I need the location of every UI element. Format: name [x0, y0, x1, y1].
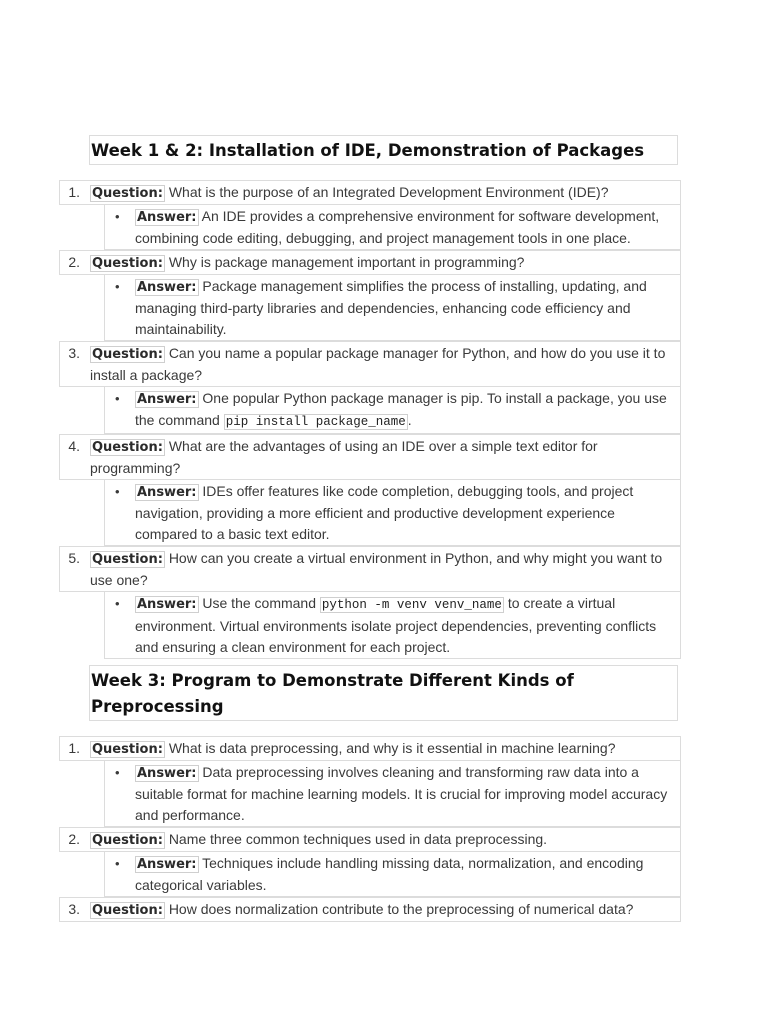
- question-text: What are the advantages of using an IDE over a simple text editor for programming?: [90, 438, 598, 476]
- answer-label: Answer:: [137, 597, 197, 612]
- item-number: 3.: [68, 345, 80, 361]
- question-label: Question:: [92, 256, 163, 271]
- question-label: Question:: [92, 552, 163, 567]
- question-item: [59, 736, 681, 761]
- qa-list-week3: [59, 736, 681, 922]
- question-item: [59, 897, 681, 922]
- answer-item: [104, 275, 681, 341]
- question-item: [59, 341, 681, 387]
- answer-label: Answer:: [137, 857, 197, 872]
- question-text: Can you name a popular package manager for Python, and how do you use it to install a package?: [90, 345, 666, 383]
- answer-item: [104, 592, 681, 659]
- bullet-icon: •: [115, 209, 120, 224]
- answer-text: Package management simplifies the process of installing, updating, and managing third-party libraries and dependencies, enhancing code efficiency and maintainability.: [135, 278, 647, 337]
- question-label: Question:: [92, 833, 163, 848]
- bullet-icon: •: [115, 765, 120, 780]
- answer-label: Answer:: [137, 392, 197, 407]
- question-item: [59, 250, 681, 275]
- question-item: [59, 434, 681, 480]
- answer-item: [104, 761, 681, 827]
- inline-code: pip install package_name: [225, 415, 406, 429]
- answer-text-end: to create a virtual environment. Virtual environments isolate project dependencies, preventing conflicts and ensuring a clean environment for each project.: [135, 595, 657, 655]
- answer-text: An IDE provides a comprehensive environment for software development, combining code editing, debugging, and project management tools in one place.: [135, 208, 660, 246]
- answer-label: Answer:: [137, 210, 197, 225]
- item-number: 2.: [68, 254, 80, 270]
- answer-label: Answer:: [137, 485, 197, 500]
- answer-text: One popular Python package manager is pip. To install a package, you use the command: [135, 390, 667, 428]
- answer-item: [104, 852, 681, 897]
- item-number: 1.: [68, 740, 80, 756]
- answer-text: IDEs offer features like code completion, debugging tools, and project navigation, providing a more efficient and productive development experience compared to a basic text editor.: [135, 483, 634, 542]
- bullet-icon: •: [115, 484, 120, 499]
- item-number: 3.: [68, 901, 80, 917]
- section-heading-week1-2: Week 1 & 2: Installation of IDE, Demonstration of Packages: [89, 135, 678, 165]
- answer-item: [104, 205, 681, 250]
- question-text: What is the purpose of an Integrated Development Environment (IDE)?: [168, 184, 609, 200]
- question-label: Question:: [92, 903, 163, 918]
- answer-text-end: .: [407, 412, 412, 428]
- question-text: What is data preprocessing, and why is it essential in machine learning?: [168, 740, 616, 756]
- question-text: How does normalization contribute to the preprocessing of numerical data?: [168, 901, 634, 917]
- question-label: Question:: [92, 440, 163, 455]
- bullet-icon: •: [115, 596, 120, 611]
- answer-text: Data preprocessing involves cleaning and transforming raw data into a suitable format for machine learning models. It is crucial for improving model accuracy and performance.: [135, 764, 668, 823]
- question-label: Question:: [92, 186, 163, 201]
- question-item: [59, 827, 681, 852]
- bullet-icon: •: [115, 391, 120, 406]
- answer-text: Use the command: [202, 595, 316, 611]
- bullet-icon: •: [115, 279, 120, 294]
- bullet-icon: •: [115, 856, 120, 871]
- question-item: [59, 546, 681, 592]
- item-number: 2.: [68, 831, 80, 847]
- item-number: 4.: [68, 438, 80, 454]
- qa-list-week1-2: [59, 180, 681, 659]
- answer-text: Techniques include handling missing data, normalization, and encoding categorical variables.: [135, 855, 644, 893]
- item-number: 1.: [68, 184, 80, 200]
- question-text: Name three common techniques used in data preprocessing.: [168, 831, 548, 847]
- answer-item: [104, 387, 681, 434]
- answer-label: Answer:: [137, 280, 197, 295]
- answer-item: [104, 480, 681, 546]
- question-item: [59, 180, 681, 205]
- inline-code: python -m venv venv_name: [321, 598, 502, 612]
- question-label: Question:: [92, 742, 163, 757]
- section-heading-week3: Week 3: Program to Demonstrate Different Kinds of Preprocessing: [89, 665, 678, 721]
- question-text: Why is package management important in programming?: [168, 254, 525, 270]
- answer-label: Answer:: [137, 766, 197, 781]
- question-text: How can you create a virtual environment in Python, and why might you want to use one?: [90, 550, 663, 588]
- item-number: 5.: [68, 550, 80, 566]
- question-label: Question:: [92, 347, 163, 362]
